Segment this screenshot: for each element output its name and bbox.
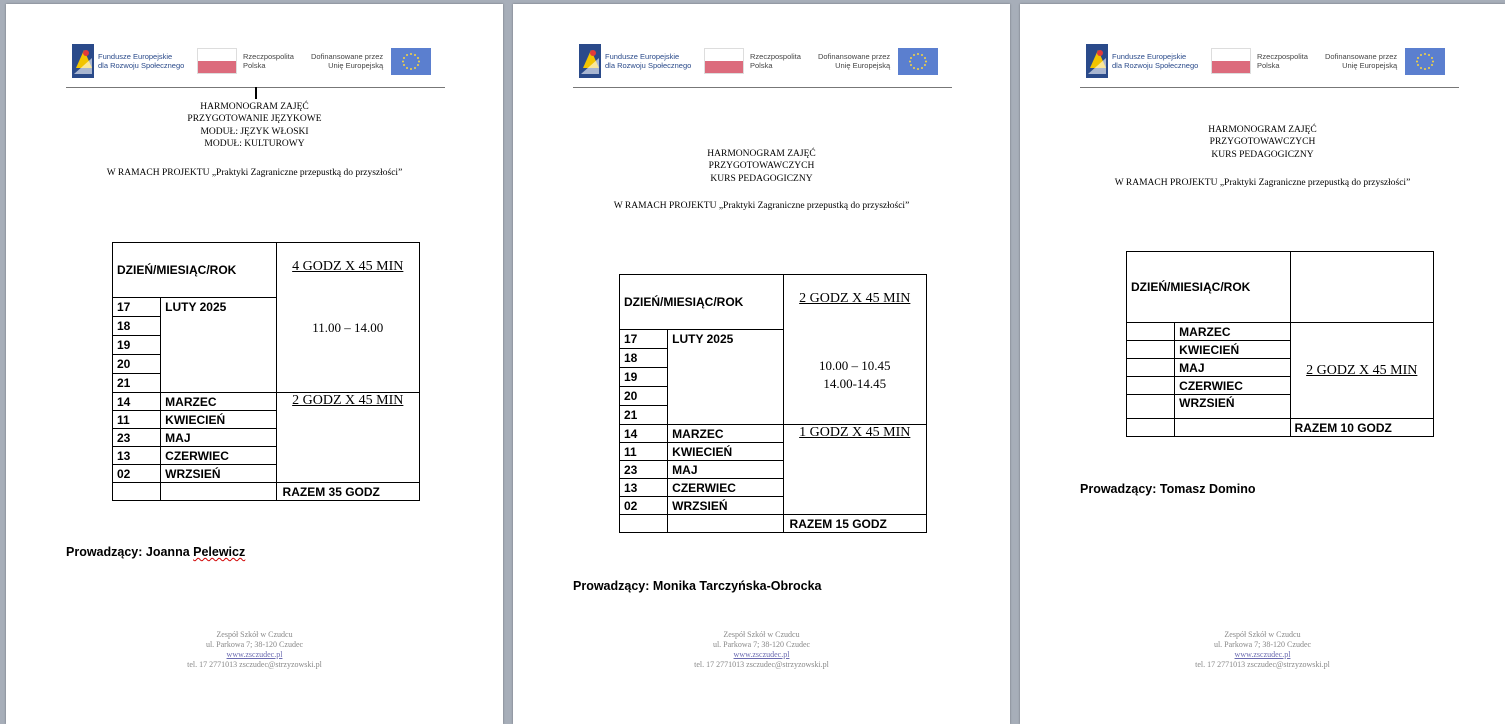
pl-line1: Rzeczpospolita <box>1257 52 1308 61</box>
fe-line1: Fundusze Europejskie <box>1112 52 1187 61</box>
day-cell: 17 <box>113 298 161 317</box>
total-cell: RAZEM 10 GODZ <box>1290 419 1433 437</box>
title-line: PRZYGOTOWAWCZYCH <box>1209 137 1316 148</box>
month-cell: KWIECIEŃ <box>668 443 783 461</box>
day-cell: 21 <box>113 374 161 393</box>
footer-line: Zespół Szkół w Czudcu <box>1224 630 1301 639</box>
footer-website-link[interactable]: www.zsczudec.pl <box>733 650 790 659</box>
footer-line: ul. Parkowa 7; 38-120 Czudec <box>1213 640 1312 649</box>
day-cell: 14 <box>113 393 161 411</box>
pl-line2: Polska <box>1257 61 1280 70</box>
day-cell: 11 <box>620 443 668 461</box>
day-cell: 23 <box>620 461 668 479</box>
footer-line: tel. 17 2771013 zsczudec@strzyzowski.pl <box>694 660 829 669</box>
hours-cell <box>1290 323 1433 419</box>
document-page-1 <box>6 4 503 724</box>
hours-label: 2 GODZ X 45 MIN <box>799 291 911 306</box>
month-cell: MAJ <box>668 461 783 479</box>
day-cell: 20 <box>620 387 668 406</box>
empty-cell <box>1175 419 1290 437</box>
empty-cell <box>1127 341 1175 359</box>
lecturer-line: Prowadzący: Tomasz Domino <box>1080 482 1256 496</box>
time-range: 11.00 – 14.00 <box>312 320 384 335</box>
day-cell: 11 <box>113 411 161 429</box>
month-cell: WRZSIEŃ <box>668 497 783 515</box>
footer-line: tel. 17 2771013 zsczudec@strzyzowski.pl <box>1195 660 1330 669</box>
total-cell: RAZEM 15 GODZ <box>783 515 926 533</box>
day-cell: 13 <box>113 447 161 465</box>
fe-line1: Fundusze Europejskie <box>605 52 680 61</box>
title-line: HARMONOGRAM ZAJĘĆ <box>707 149 816 159</box>
lecturer-surname: Pelewicz <box>193 545 246 559</box>
lecturer-line: Prowadzący: Monika Tarczyńska-Obrocka <box>573 579 822 593</box>
eu-flag-icon <box>1405 48 1445 75</box>
hours-cell <box>783 275 926 425</box>
title-line: HARMONOGRAM ZAJĘĆ <box>200 102 309 112</box>
school-footer <box>1020 630 1505 670</box>
text-cursor <box>255 87 257 99</box>
table-header: DZIEŃ/MIESIĄC/ROK <box>620 275 784 330</box>
day-cell: 02 <box>620 497 668 515</box>
eu-flag-icon <box>898 48 938 75</box>
total-cell: RAZEM 35 GODZ <box>276 483 419 501</box>
title-line: PRZYGOTOWAWCZYCH <box>708 161 815 172</box>
fe-star-icon <box>72 44 94 78</box>
poland-flag-icon <box>1211 48 1251 74</box>
pl-line2: Polska <box>243 61 266 70</box>
month-cell: KWIECIEŃ <box>161 411 276 429</box>
footer-website-link[interactable]: www.zsczudec.pl <box>1234 650 1291 659</box>
day-cell: 21 <box>620 406 668 425</box>
footer-line: Zespół Szkół w Czudcu <box>216 630 293 639</box>
day-cell: 23 <box>113 429 161 447</box>
day-cell: 13 <box>620 479 668 497</box>
month-cell: MAJ <box>161 429 276 447</box>
schedule-title <box>1020 124 1505 161</box>
month-cell: CZERWIEC <box>1175 377 1290 395</box>
table-header: DZIEŃ/MIESIĄC/ROK <box>1127 252 1291 323</box>
month-cell: WRZSIEŃ <box>161 465 276 483</box>
eu-flag-icon <box>391 48 431 75</box>
logo-bar <box>1080 44 1460 80</box>
empty-cell <box>1127 323 1175 341</box>
day-cell: 17 <box>620 330 668 349</box>
footer-website-link[interactable]: www.zsczudec.pl <box>226 650 283 659</box>
day-cell: 20 <box>113 355 161 374</box>
empty-cell <box>668 515 783 533</box>
pl-line2: Polska <box>750 61 773 70</box>
fe-line2: dla Rozwoju Społecznego <box>605 61 692 70</box>
month-cell: CZERWIEC <box>161 447 276 465</box>
month-cell: MARZEC <box>161 393 276 411</box>
hours-label: 4 GODZ X 45 MIN <box>292 259 404 274</box>
month-cell: MARZEC <box>1175 323 1290 341</box>
day-cell: 02 <box>113 465 161 483</box>
empty-cell <box>1127 419 1175 437</box>
school-footer <box>513 630 1010 670</box>
empty-cell <box>1127 359 1175 377</box>
pl-line1: Rzeczpospolita <box>243 52 294 61</box>
day-cell: 14 <box>620 425 668 443</box>
title-line: KURS PEDAGOGICZNY <box>710 173 813 184</box>
empty-cell <box>161 483 276 501</box>
lecturer-line <box>66 545 245 559</box>
hours-label: 2 GODZ X 45 MIN <box>292 393 404 408</box>
school-footer <box>6 630 503 670</box>
time-range: 10.00 – 10.45 <box>819 358 891 373</box>
time-range: 14.00-14.45 <box>823 376 887 391</box>
header-rule <box>573 87 952 88</box>
month-cell: CZERWIEC <box>668 479 783 497</box>
footer-line: ul. Parkowa 7; 38-120 Czudec <box>712 640 811 649</box>
empty-cell <box>113 483 161 501</box>
month-cell: MAJ <box>1175 359 1290 377</box>
title-line: KURS PEDAGOGICZNY <box>1211 149 1314 160</box>
fe-star-icon <box>579 44 601 78</box>
schedule-title <box>6 101 503 151</box>
poland-flag-icon <box>197 48 237 74</box>
month-cell: KWIECIEŃ <box>1175 341 1290 359</box>
schedule-title <box>513 148 1010 185</box>
day-cell: 19 <box>113 336 161 355</box>
schedule-table <box>112 242 420 501</box>
month-cell: LUTY 2025 <box>161 298 276 393</box>
schedule-table <box>619 274 927 533</box>
logo-bar <box>573 44 953 80</box>
day-cell: 18 <box>620 349 668 368</box>
empty-cell <box>1127 395 1175 419</box>
project-line: W RAMACH PROJEKTU „Praktyki Zagraniczne przepustką do przyszłości” <box>106 168 403 178</box>
footer-line: Zespół Szkół w Czudcu <box>723 630 800 639</box>
fe-star-icon <box>1086 44 1108 78</box>
eu-line2: Unię Europejską <box>1342 61 1398 70</box>
eu-line1: Dofinansowane przez <box>311 52 384 61</box>
month-cell: MARZEC <box>668 425 783 443</box>
title-line: MODUŁ: KULTUROWY <box>204 139 305 150</box>
document-page-2 <box>513 4 1010 724</box>
hours-cell <box>276 393 419 483</box>
eu-line1: Dofinansowane przez <box>1325 52 1398 61</box>
table-header: DZIEŃ/MIESIĄC/ROK <box>113 243 277 298</box>
project-line: W RAMACH PROJEKTU „Praktyki Zagraniczne przepustką do przyszłości” <box>1114 178 1411 188</box>
hours-cell <box>783 425 926 515</box>
empty-cell <box>1290 252 1433 323</box>
poland-flag-icon <box>704 48 744 74</box>
month-cell: WRZSIEŃ <box>1175 395 1290 419</box>
eu-line2: Unię Europejską <box>328 61 384 70</box>
title-line: PRZYGOTOWANIE JĘZYKOWE <box>187 114 322 125</box>
empty-cell <box>1127 377 1175 395</box>
logo-bar <box>66 44 446 80</box>
pl-line1: Rzeczpospolita <box>750 52 801 61</box>
day-cell: 18 <box>113 317 161 336</box>
fe-line2: dla Rozwoju Społecznego <box>98 61 185 70</box>
eu-line1: Dofinansowane przez <box>818 52 891 61</box>
hours-cell <box>276 243 419 393</box>
hours-label: 1 GODZ X 45 MIN <box>799 425 911 440</box>
eu-line2: Unię Europejską <box>835 61 891 70</box>
document-page-3 <box>1020 4 1505 724</box>
footer-line: tel. 17 2771013 zsczudec@strzyzowski.pl <box>187 660 322 669</box>
day-cell: 19 <box>620 368 668 387</box>
fe-line1: Fundusze Europejskie <box>98 52 173 61</box>
footer-line: ul. Parkowa 7; 38-120 Czudec <box>205 640 304 649</box>
header-rule <box>1080 87 1459 88</box>
project-line: W RAMACH PROJEKTU „Praktyki Zagraniczne przepustką do przyszłości” <box>613 201 910 211</box>
empty-cell <box>620 515 668 533</box>
title-line: HARMONOGRAM ZAJĘĆ <box>1208 125 1317 135</box>
fe-line2: dla Rozwoju Społecznego <box>1112 61 1199 70</box>
month-cell: LUTY 2025 <box>668 330 783 425</box>
title-line: MODUŁ: JĘZYK WŁOSKI <box>200 126 309 137</box>
hours-label: 2 GODZ X 45 MIN <box>1306 362 1418 378</box>
lecturer-label: Prowadzący: Joanna <box>66 545 194 559</box>
schedule-table <box>1126 251 1434 437</box>
